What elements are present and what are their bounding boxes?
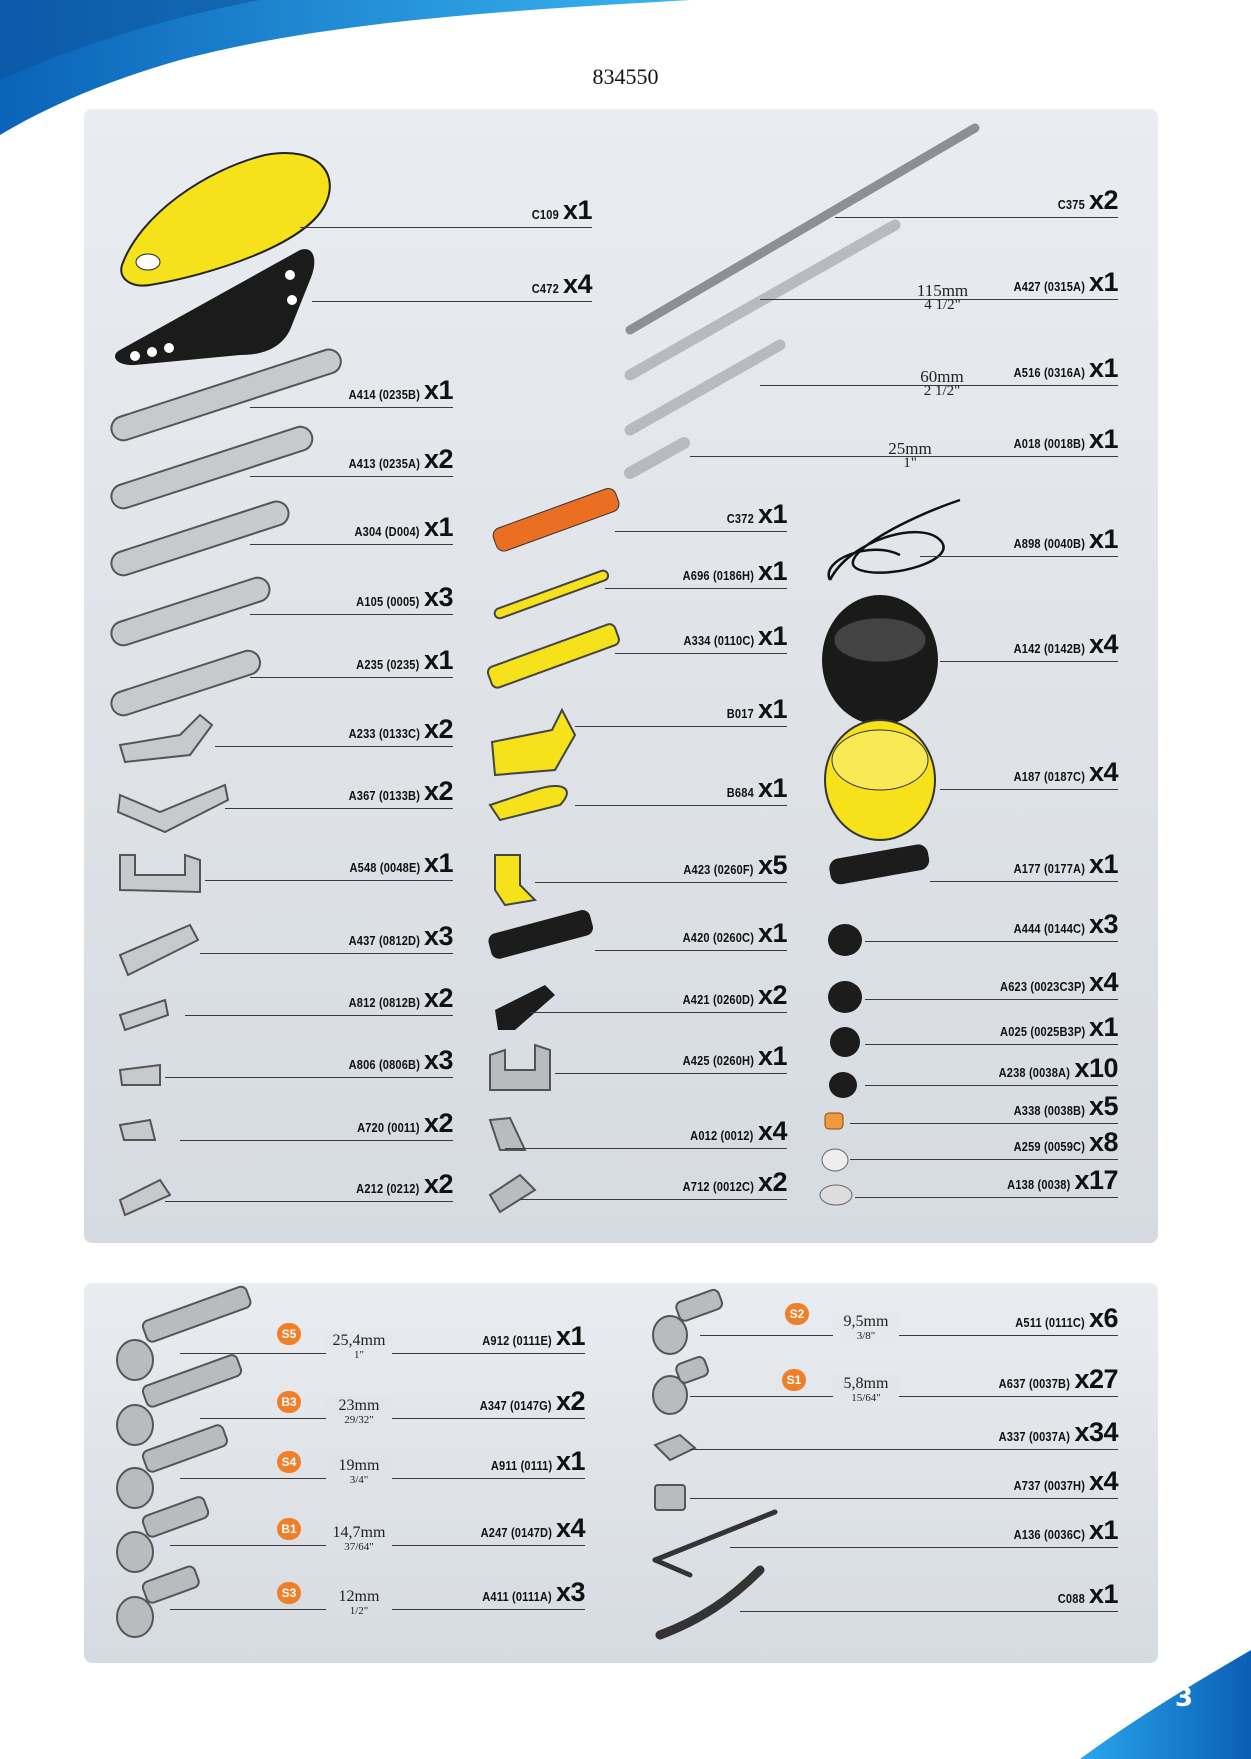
length-mm: 60mm <box>920 367 964 386</box>
screw-badge: S4 <box>277 1451 301 1473</box>
part-label <box>480 1446 585 1477</box>
part-quantity: x1 <box>1088 1579 1118 1609</box>
leader-line <box>535 882 787 883</box>
part-quantity: x1 <box>562 195 592 225</box>
part-quantity: x1 <box>1088 1515 1118 1545</box>
part-code: A012 (0012) <box>690 1128 754 1143</box>
part-quantity: x1 <box>555 1321 585 1351</box>
part-quantity: x4 <box>1088 757 1118 787</box>
leader-line <box>690 1498 1118 1499</box>
leader-line <box>730 1547 1118 1548</box>
part-label <box>722 773 787 804</box>
part-code: A425 (0260H) <box>682 1053 754 1068</box>
part-code: A138 (0038) <box>1007 1177 1071 1192</box>
screw-length <box>326 1588 392 1617</box>
leader-line <box>250 614 453 615</box>
leader-line <box>595 950 787 951</box>
part-label <box>336 375 453 406</box>
part-quantity: x1 <box>757 694 787 724</box>
leader-line <box>615 653 787 654</box>
leader-line <box>300 227 592 228</box>
part-code: B017 <box>726 706 754 721</box>
part-label <box>1001 1515 1118 1546</box>
part-quantity: x3 <box>555 1577 585 1607</box>
part-quantity: x1 <box>757 918 787 948</box>
part-code: A911 (0111) <box>490 1458 552 1473</box>
leader-line <box>312 301 592 302</box>
part-label <box>336 714 453 745</box>
part-code: A136 (0036C) <box>1013 1527 1085 1542</box>
part-quantity: x1 <box>757 556 787 586</box>
part-label <box>670 918 787 949</box>
part-label <box>670 1041 787 1072</box>
part-code: A347 (0147G) <box>479 1398 552 1413</box>
part-label <box>1001 424 1118 455</box>
part-label <box>722 499 787 530</box>
part-row <box>225 776 453 813</box>
length-inch: 37/64" <box>344 1541 374 1553</box>
part-row <box>215 714 453 751</box>
part-label <box>336 921 453 952</box>
part-row <box>865 1053 1118 1090</box>
part-label <box>1053 185 1118 216</box>
part-code: A623 (0023C3P) <box>999 979 1085 994</box>
part-code: A806 (0806B) <box>348 1057 420 1072</box>
part-row <box>615 621 787 658</box>
length-mm: 14,7mm <box>332 1524 386 1541</box>
part-row <box>535 850 787 887</box>
part-quantity: x1 <box>757 499 787 529</box>
leader-line <box>225 808 453 809</box>
length-mm: 115mm <box>916 281 969 300</box>
leader-line <box>605 588 787 589</box>
part-row <box>530 980 787 1017</box>
leader-line <box>165 1201 453 1202</box>
part-row <box>940 757 1118 794</box>
leader-line <box>855 1197 1118 1198</box>
part-code: A637 (0037B) <box>998 1376 1071 1391</box>
leader-line <box>185 1015 453 1016</box>
part-quantity: x3 <box>423 921 453 951</box>
part-row <box>165 1169 453 1206</box>
screw-badge: B1 <box>277 1518 301 1540</box>
screw-badge: S1 <box>782 1369 806 1391</box>
leader-line <box>250 407 453 408</box>
part-label <box>337 848 453 879</box>
leader-line <box>865 1085 1118 1086</box>
part-quantity: x3 <box>423 582 453 612</box>
part-code: A423 (0260F) <box>683 862 754 877</box>
part-label <box>336 776 453 807</box>
part-row <box>250 512 453 549</box>
screw-length <box>326 1524 392 1553</box>
part-quantity: x10 <box>1074 1053 1118 1083</box>
part-row <box>165 1045 453 1082</box>
part-quantity: x2 <box>423 1108 453 1138</box>
length-mm: 5,8mm <box>843 1375 889 1392</box>
part-row <box>185 983 453 1020</box>
part-quantity: x1 <box>555 1446 585 1476</box>
part-code: A511 (0111C) <box>1015 1315 1085 1330</box>
part-label <box>343 512 453 543</box>
part-label <box>986 1053 1118 1084</box>
part-quantity: x1 <box>757 1041 787 1071</box>
part-row <box>250 582 453 619</box>
part-quantity: x4 <box>555 1513 585 1543</box>
part-quantity: x4 <box>757 1116 787 1146</box>
part-label <box>336 983 453 1014</box>
rod-length-25 <box>880 440 940 469</box>
page-number: 3 <box>1175 1683 1194 1713</box>
screw-badge: B3 <box>277 1391 301 1413</box>
part-quantity: x1 <box>1088 849 1118 879</box>
part-code: A516 (0316A) <box>1013 365 1085 380</box>
part-quantity: x2 <box>423 444 453 474</box>
part-label <box>345 1169 453 1200</box>
part-row <box>850 1127 1118 1164</box>
part-row <box>730 1515 1118 1552</box>
length-mm: 25,4mm <box>332 1332 386 1349</box>
leader-line <box>250 476 453 477</box>
part-quantity: x1 <box>757 621 787 651</box>
part-row <box>520 1167 787 1204</box>
part-code: C109 <box>531 207 559 222</box>
part-quantity: x2 <box>423 983 453 1013</box>
part-quantity: x27 <box>1074 1364 1118 1394</box>
part-code: C472 <box>531 281 559 296</box>
part-label <box>671 850 787 881</box>
rod-length-60 <box>912 368 972 397</box>
part-row <box>615 499 787 536</box>
length-mm: 12mm <box>338 1588 380 1605</box>
part-row <box>865 967 1118 1004</box>
part-label <box>346 1108 453 1139</box>
length-mm: 25mm <box>888 439 932 458</box>
part-quantity: x4 <box>562 269 592 299</box>
length-inch: 3/8" <box>856 1330 876 1342</box>
part-quantity: x2 <box>423 1169 453 1199</box>
part-code: A696 (0186H) <box>682 568 754 583</box>
part-row <box>605 556 787 593</box>
part-label <box>1001 909 1118 940</box>
screw-row <box>690 1364 1118 1401</box>
part-code: A720 (0011) <box>357 1120 420 1135</box>
part-row <box>250 645 453 682</box>
part-label <box>985 967 1118 998</box>
length-inch: 2 1/2" <box>923 383 961 399</box>
part-quantity: x1 <box>423 848 453 878</box>
part-quantity: x1 <box>1088 424 1118 454</box>
length-inch: 4 1/2" <box>924 297 961 313</box>
part-quantity: x1 <box>423 375 453 405</box>
part-code: A105 (0005) <box>356 594 420 609</box>
leader-line <box>835 217 1118 218</box>
part-label <box>671 621 787 652</box>
length-inch: 3/4" <box>349 1474 369 1486</box>
part-quantity: x2 <box>423 714 453 744</box>
rod-length-115 <box>910 282 975 311</box>
part-code: A233 (0133C) <box>348 726 420 741</box>
leader-line <box>865 941 1118 942</box>
part-row <box>250 375 453 412</box>
part-row <box>180 1108 453 1145</box>
screw-length <box>326 1457 392 1486</box>
length-mm: 23mm <box>338 1397 380 1414</box>
part-code: A367 (0133B) <box>348 788 420 803</box>
part-quantity: x5 <box>1088 1091 1118 1121</box>
part-code: A737 (0037H) <box>1013 1478 1085 1493</box>
leader-line <box>505 1148 787 1149</box>
screw-badge: S3 <box>277 1582 301 1604</box>
leader-line <box>215 746 453 747</box>
part-label <box>345 582 453 613</box>
part-quantity: x4 <box>1088 629 1118 659</box>
part-code: A338 (0038B) <box>1013 1103 1085 1118</box>
part-label <box>468 1513 585 1544</box>
leader-line <box>180 1140 453 1141</box>
part-row <box>740 1579 1118 1616</box>
part-label <box>1001 757 1118 788</box>
part-label <box>1001 267 1118 298</box>
screw-length <box>326 1332 392 1361</box>
part-code: A420 (0260C) <box>682 930 754 945</box>
part-label <box>336 444 453 475</box>
part-row <box>865 1012 1118 1049</box>
part-code: A025 (0025B3P) <box>999 1024 1085 1039</box>
part-row <box>920 524 1118 561</box>
part-code: A437 (0812D) <box>348 933 420 948</box>
part-code: C088 <box>1057 1591 1085 1606</box>
part-row <box>595 918 787 955</box>
leader-line <box>575 805 787 806</box>
part-quantity: x2 <box>757 1167 787 1197</box>
part-quantity: x1 <box>1088 1012 1118 1042</box>
part-label <box>722 694 787 725</box>
part-label <box>1053 1579 1118 1610</box>
part-quantity: x2 <box>555 1386 585 1416</box>
leader-line <box>205 880 453 881</box>
part-code: C375 <box>1057 197 1085 212</box>
part-quantity: x1 <box>1088 353 1118 383</box>
part-quantity: x17 <box>1074 1165 1118 1195</box>
part-code: A427 (0315A) <box>1013 279 1085 294</box>
part-quantity: x1 <box>1088 524 1118 554</box>
length-mm: 19mm <box>338 1457 380 1474</box>
part-row <box>930 849 1118 886</box>
part-row <box>575 694 787 731</box>
part-code: A259 (0059C) <box>1013 1139 1085 1154</box>
part-label <box>467 1386 585 1417</box>
part-code: A247 (0147D) <box>480 1525 552 1540</box>
part-code: A414 (0235B) <box>348 387 420 402</box>
leader-line <box>530 1012 787 1013</box>
part-row <box>855 1165 1118 1202</box>
length-inch: 15/64" <box>851 1392 881 1404</box>
part-code: A421 (0260D) <box>682 992 754 1007</box>
part-code: B684 <box>726 785 754 800</box>
part-label <box>1001 1127 1118 1158</box>
part-row <box>505 1116 787 1153</box>
part-row <box>555 1041 787 1078</box>
leader-line <box>165 1077 453 1078</box>
part-row <box>865 909 1118 946</box>
screw-row <box>200 1386 585 1423</box>
part-quantity: x1 <box>423 512 453 542</box>
part-code: A337 (0037A) <box>998 1429 1071 1444</box>
part-row <box>250 444 453 481</box>
part-label <box>470 1577 585 1608</box>
part-quantity: x4 <box>1088 1466 1118 1496</box>
leader-line <box>865 999 1118 1000</box>
part-row <box>312 269 592 306</box>
part-code: A018 (0018B) <box>1013 436 1085 451</box>
leader-line <box>200 1418 585 1419</box>
part-code: A334 (0110C) <box>683 633 754 648</box>
leader-line <box>920 556 1118 557</box>
part-label <box>1001 629 1118 660</box>
part-code: A212 (0212) <box>356 1181 420 1196</box>
part-label <box>470 1321 585 1352</box>
part-code: C372 <box>726 511 754 526</box>
part-label <box>670 556 787 587</box>
part-quantity: x2 <box>1088 185 1118 215</box>
length-inch: 1/2" <box>349 1605 369 1617</box>
part-code: A235 (0235) <box>356 657 420 672</box>
length-inch: 29/32" <box>344 1414 374 1426</box>
leader-line <box>575 726 787 727</box>
part-row <box>200 921 453 958</box>
part-row <box>690 1417 1118 1454</box>
leader-line <box>865 1044 1118 1045</box>
part-code: A898 (0040B) <box>1013 536 1085 551</box>
leader-line <box>200 953 453 954</box>
leader-line <box>740 1611 1118 1612</box>
part-quantity: x1 <box>423 645 453 675</box>
part-row <box>940 629 1118 666</box>
part-label <box>985 1012 1118 1043</box>
part-row <box>850 1091 1118 1128</box>
document-code: 834550 <box>592 64 659 89</box>
part-row <box>575 773 787 810</box>
part-label <box>336 1045 453 1076</box>
screw-badge: S5 <box>277 1323 301 1345</box>
part-label <box>1001 1091 1118 1122</box>
part-label <box>986 1417 1118 1448</box>
part-label <box>670 980 787 1011</box>
part-label <box>345 645 453 676</box>
leader-line <box>940 789 1118 790</box>
part-code: A142 (0142B) <box>1013 641 1085 656</box>
part-quantity: x4 <box>1088 967 1118 997</box>
leader-line <box>555 1073 787 1074</box>
leader-line <box>615 531 787 532</box>
part-code: A304 (D004) <box>354 524 420 539</box>
part-label <box>1001 849 1118 880</box>
part-code: A411 (0111A) <box>482 1589 552 1604</box>
leader-line <box>930 881 1118 882</box>
screw-length <box>833 1313 899 1342</box>
part-quantity: x1 <box>757 773 787 803</box>
part-row <box>300 195 592 232</box>
part-quantity: x2 <box>423 776 453 806</box>
part-code: A444 (0144C) <box>1013 921 1085 936</box>
part-quantity: x8 <box>1088 1127 1118 1157</box>
part-row <box>690 1466 1118 1503</box>
leader-line <box>250 544 453 545</box>
length-inch: 1" <box>354 1349 364 1361</box>
screw-length <box>326 1397 392 1426</box>
length-mm: 9,5mm <box>843 1313 889 1330</box>
part-label <box>670 1167 787 1198</box>
leader-line <box>520 1199 787 1200</box>
leader-line <box>690 1396 1118 1397</box>
part-quantity: x2 <box>757 980 787 1010</box>
part-label <box>527 195 592 226</box>
part-label <box>679 1116 787 1147</box>
part-label <box>996 1165 1118 1196</box>
part-code: A177 (0177A) <box>1013 861 1085 876</box>
part-quantity: x3 <box>1088 909 1118 939</box>
screw-row <box>700 1303 1118 1340</box>
screw-length <box>833 1375 899 1404</box>
part-code: A548 (0048E) <box>349 860 420 875</box>
leader-line <box>850 1159 1118 1160</box>
leader-line <box>850 1123 1118 1124</box>
part-row <box>835 185 1118 222</box>
part-label <box>1001 1466 1118 1497</box>
part-code: A187 (0187C) <box>1013 769 1085 784</box>
leader-line <box>690 1449 1118 1450</box>
leader-line <box>250 677 453 678</box>
part-quantity: x6 <box>1088 1303 1118 1333</box>
part-code: A238 (0038A) <box>998 1065 1071 1080</box>
part-quantity: x34 <box>1074 1417 1118 1447</box>
part-label <box>986 1364 1118 1395</box>
length-inch: 1" <box>903 455 917 471</box>
part-quantity: x5 <box>757 850 787 880</box>
part-code: A912 (0111E) <box>482 1333 552 1348</box>
part-quantity: x1 <box>1088 267 1118 297</box>
part-code: A812 (0812B) <box>348 995 420 1010</box>
part-label <box>1001 524 1118 555</box>
leader-line <box>700 1335 1118 1336</box>
part-label <box>527 269 592 300</box>
part-code: A413 (0235A) <box>348 456 420 471</box>
part-row <box>205 848 453 885</box>
part-quantity: x3 <box>423 1045 453 1075</box>
part-label <box>1001 353 1118 384</box>
part-label <box>1003 1303 1118 1334</box>
leader-line <box>940 661 1118 662</box>
screw-badge: S2 <box>785 1303 809 1325</box>
part-code: A712 (0012C) <box>682 1179 754 1194</box>
